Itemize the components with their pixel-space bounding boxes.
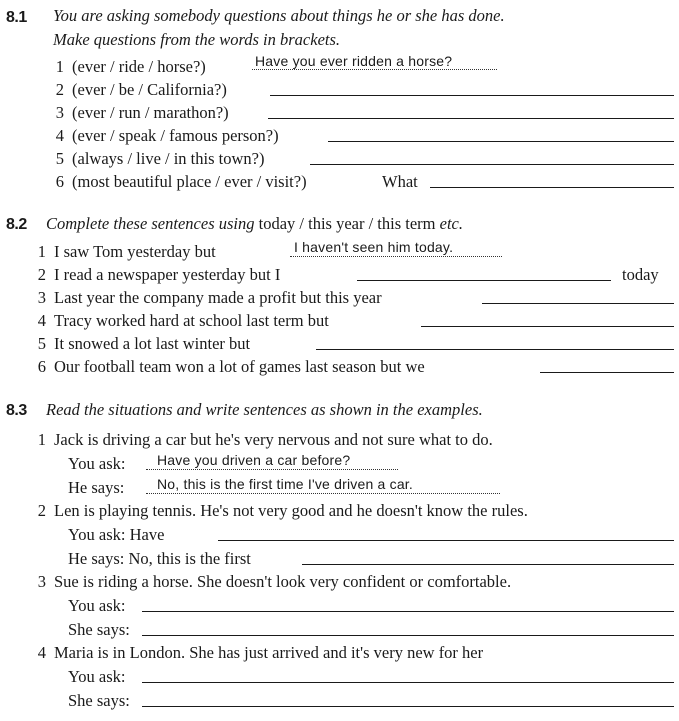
item-number: 2 <box>55 80 64 99</box>
prompt: (always / live / in this town?) <box>72 149 265 168</box>
sentence-row <box>32 334 672 356</box>
question-row <box>50 149 670 171</box>
sentence-row <box>32 288 672 310</box>
instruction-keywords: today / this year / this term <box>258 214 436 233</box>
sentence-row <box>32 357 672 379</box>
handwritten-answer: No, this is the first time I've driven a car. <box>157 476 413 492</box>
ask-label: You ask: Have <box>68 525 165 544</box>
question-row <box>50 172 670 194</box>
dotted-answer-line <box>146 493 500 494</box>
prompt: (most beautiful place / ever / visit?) <box>72 172 307 191</box>
says-row <box>68 549 668 571</box>
item-number: 4 <box>55 126 64 145</box>
answer-line[interactable] <box>142 706 674 707</box>
ask-row <box>68 525 668 547</box>
question-row <box>50 103 670 125</box>
says-label: He says: No, this is the first <box>68 549 251 568</box>
says-label: She says: <box>68 691 130 710</box>
item-number: 6 <box>55 172 64 191</box>
instruction-part: Complete these sentences using <box>46 214 259 233</box>
sentence: Our football team won a lot of games last season but we <box>54 357 425 376</box>
answer-line[interactable] <box>357 280 611 281</box>
item-number: 6 <box>37 357 46 376</box>
sentence: It snowed a lot last winter but <box>54 334 251 353</box>
dotted-answer-line <box>252 69 497 70</box>
answer-line[interactable] <box>302 564 674 565</box>
item-number: 2 <box>37 501 46 520</box>
item-number: 1 <box>55 57 64 76</box>
item-number: 4 <box>37 311 46 330</box>
sentence-row <box>32 265 672 287</box>
says-label: He says: <box>68 478 125 497</box>
instruction: Make questions from the words in brackets. <box>53 30 341 49</box>
situation: Sue is riding a horse. She doesn't look very confident or comfortable. <box>54 572 512 591</box>
trailing-word: today <box>622 265 659 284</box>
says-label: She says: <box>68 620 130 639</box>
ask-label: You ask: <box>68 667 126 686</box>
item-number: 5 <box>37 334 46 353</box>
handwritten-answer: Have you ever ridden a horse? <box>255 53 453 69</box>
ask-label: You ask: <box>68 596 126 615</box>
question-row <box>50 126 670 148</box>
prompt: (ever / speak / famous person?) <box>72 126 279 145</box>
answer-line[interactable] <box>421 326 674 327</box>
instruction <box>46 214 463 234</box>
situation: Maria is in London. She has just arrived and it's very new for her <box>54 643 484 662</box>
sentence: I read a newspaper yesterday but I <box>54 265 281 284</box>
ask-row <box>68 596 668 618</box>
handwritten-answer: I haven't seen him today. <box>294 239 454 255</box>
sentence: I saw Tom yesterday but <box>54 242 216 261</box>
answer-line[interactable] <box>482 303 674 304</box>
instruction: Read the situations and write sentences as shown in the examples. <box>46 400 483 419</box>
answer-line[interactable] <box>316 349 674 350</box>
item-number: 1 <box>37 430 46 449</box>
item-number: 2 <box>37 265 46 284</box>
answer-line[interactable] <box>142 682 674 683</box>
prompt: (ever / be / California?) <box>72 80 227 99</box>
answer-line[interactable] <box>310 164 674 165</box>
prompt: (ever / run / marathon?) <box>72 103 229 122</box>
situation: Jack is driving a car but he's very nervous and not sure what to do. <box>54 430 493 449</box>
situation-row <box>32 430 672 452</box>
answer-line[interactable] <box>430 187 674 188</box>
dotted-answer-line <box>290 256 502 257</box>
exercise-number: 8.1 <box>6 9 27 26</box>
says-row <box>68 691 668 713</box>
item-number: 4 <box>37 643 46 662</box>
situation-row <box>32 572 672 594</box>
answer-line[interactable] <box>270 95 674 96</box>
lead-word: What <box>382 172 418 191</box>
dotted-answer-line <box>146 469 398 470</box>
question-row <box>50 80 670 102</box>
instruction-part: etc. <box>435 214 463 233</box>
answer-line[interactable] <box>142 635 674 636</box>
item-number: 3 <box>37 572 46 591</box>
ask-row <box>68 667 668 689</box>
item-number: 1 <box>37 242 46 261</box>
ask-label: You ask: <box>68 454 126 473</box>
instruction: You are asking somebody questions about things he or she has done. <box>53 6 505 25</box>
sentence: Last year the company made a profit but this year <box>54 288 382 307</box>
situation-row <box>32 501 672 523</box>
answer-line[interactable] <box>142 611 674 612</box>
item-number: 5 <box>55 149 64 168</box>
sentence: Tracy worked hard at school last term but <box>54 311 329 330</box>
item-number: 3 <box>37 288 46 307</box>
says-row <box>68 620 668 642</box>
item-number: 3 <box>55 103 64 122</box>
handwritten-answer: Have you driven a car before? <box>157 452 351 468</box>
situation-row <box>32 643 672 665</box>
answer-line[interactable] <box>540 372 674 373</box>
answer-line[interactable] <box>218 540 674 541</box>
exercise-number: 8.2 <box>6 216 27 233</box>
prompt: (ever / ride / horse?) <box>72 57 206 76</box>
answer-line[interactable] <box>268 118 674 119</box>
sentence-row <box>32 311 672 333</box>
answer-line[interactable] <box>328 141 674 142</box>
exercise-number: 8.3 <box>6 402 27 419</box>
situation: Len is playing tennis. He's not very good and he doesn't know the rules. <box>54 501 528 520</box>
